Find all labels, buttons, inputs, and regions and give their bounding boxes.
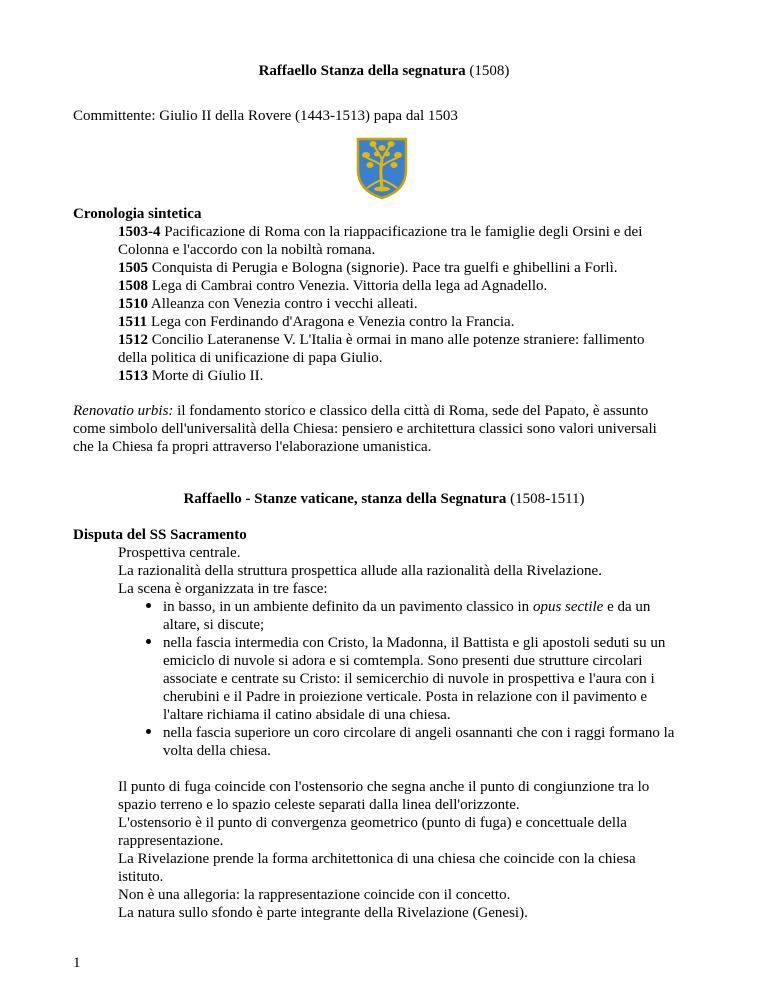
bullet-line: emiciclo di nuvole si adora e si comtempla. Sono presenti due strutture circolari [163,653,643,669]
bullet-line: cherubini e il Padre in proiezione verticale. Posta in relazione con il pavimento e [163,689,647,705]
chronology-year: 1513 [118,368,148,384]
chronology-item [118,223,642,241]
conclusion-line: Non è una allegoria: la rappresentazione coincide con il concetto. [118,887,511,903]
section-title-date: (1508-1511) [506,491,585,507]
bullet-line [163,598,650,616]
chronology-year: 1508 [118,278,148,294]
coat-of-arms-icon [355,136,409,200]
bullet-line: nella fascia superiore un coro circolare di angeli osannanti che con i raggi formano la [163,725,675,741]
bullet-line: volta della chiesa. [163,743,271,759]
bullet-dot-icon [146,603,151,608]
chronology-text: Pacificazione di Roma con la riappacificazione tra le famiglie degli Orsini e dei [160,224,643,240]
chronology-item [118,313,514,331]
renovatio-paragraph [73,402,648,420]
renovatio-text: il fondamento storico e classico della città di Roma, sede del Papato, è assunto [173,403,649,419]
chronology-year: 1512 [118,332,148,348]
disputa-intro-line: La razionalità della struttura prospettica allude alla razionalità della Rivelazione. [118,563,602,579]
bullet-line: altare, si discute; [163,617,265,633]
bullet-text: in basso, in un ambiente definito da un pavimento classico in [163,599,533,615]
chronology-year: 1503-4 [118,224,161,240]
bullet-text-italic: opus sectile [532,599,604,615]
disputa-intro-line: Prospettiva centrale. [118,545,241,561]
chronology-item [118,259,617,277]
section-title-bold: Raffaello - Stanze vaticane, stanza della Segnatura [183,491,507,507]
page-title-date: (1508) [465,63,510,79]
chronology-year: 1510 [118,296,148,312]
chronology-text: Lega di Cambrai contro Venezia. Vittoria della lega ad Agnadello. [148,278,548,294]
renovatio-text: come simbolo dell'universalità della Chiesa: pensiero e architettura classici sono valori universali [73,421,657,437]
bullet-dot-icon [146,639,151,644]
conclusion-line: L'ostensorio è il punto di convergenza geometrico (punto di fuga) e concettuale della [118,815,627,831]
chronology-heading: Cronologia sintetica [73,206,202,222]
conclusion-line: La natura sullo sfondo è parte integrante della Rivelazione (Genesi). [118,905,528,921]
chronology-text: Morte di Giulio II. [148,368,264,384]
conclusion-line: La Rivelazione prende la forma architettonica di una chiesa che coincide con la chiesa [118,851,636,867]
renovatio-text: che la Chiesa fa propri attraverso l'elaborazione umanistica. [73,439,432,455]
chronology-item [118,295,418,313]
commissioner-line: Committente: Giulio II della Rovere (1443-1513) papa dal 1503 [73,108,458,124]
chronology-text: Alleanza con Venezia contro i vecchi alleati. [148,296,418,312]
conclusion-line: spazio terreno e lo spazio celeste separati dalla linea dell'orizzonte. [118,797,520,813]
page-number: 1 [73,955,81,971]
conclusion-line: rappresentazione. [118,833,224,849]
chronology-year: 1511 [118,314,148,330]
chronology-text-continued: della politica di unificazione di papa Giulio. [118,350,383,366]
page-title [0,62,768,80]
conclusion-line: Il punto di fuga coincide con l'ostensorio che segna anche il punto di congiunzione tra lo [118,779,650,795]
chronology-text: Conquista di Perugia e Bologna (signorie). Pace tra guelfi e ghibellini a Forlì. [148,260,618,276]
page-title-bold: Raffaello Stanza della segnatura [258,63,466,79]
bullet-line: nella fascia intermedia con Cristo, la Madonna, il Battista e gli apostoli seduti su un [163,635,666,651]
chronology-text-continued: Colonna e l'accordo con la nobiltà romana. [118,242,376,258]
chronology-year: 1505 [118,260,148,276]
bullet-line: associate e centrate su Cristo: il semicerchio di nuvole in prospettiva e l'aura con i [163,671,655,687]
bullet-text: e da un [603,599,651,615]
chronology-text: Lega con Ferdinando d'Aragona e Venezia contro la Francia. [147,314,515,330]
chronology-item [118,331,645,349]
section-title [0,490,768,508]
disputa-heading: Disputa del SS Sacramento [73,527,247,543]
chronology-item [118,367,263,385]
disputa-intro-line: La scena è organizzata in tre fasce: [118,581,328,597]
bullet-dot-icon [146,729,151,734]
bullet-line: l'altare richiama il catino absidale di una chiesa. [163,707,451,723]
chronology-text: Concilio Lateranense V. L'Italia è ormai in mano alle potenze straniere: fallimento [148,332,645,348]
chronology-item [118,277,547,295]
conclusion-line: istituto. [118,869,164,885]
renovatio-term: Renovatio urbis: [73,403,174,419]
